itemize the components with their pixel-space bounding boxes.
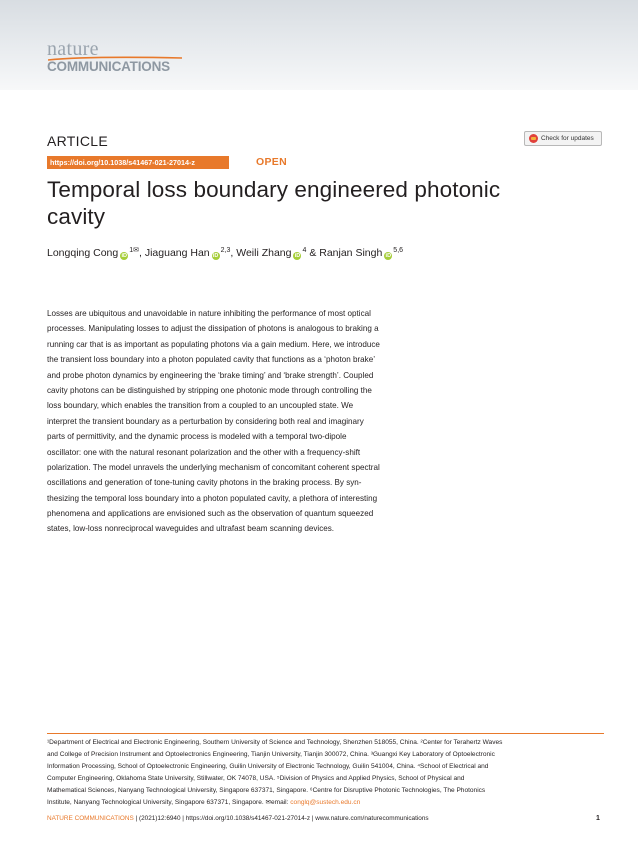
abstract-line: parts of permittivity, and the dynamic process is modeled with a temporal two-dipole xyxy=(47,432,347,442)
abstract-line: phenomena and applications are envisioned such as the observation of quantum squeezed xyxy=(47,509,374,519)
title-line: Temporal loss boundary engineered photonic xyxy=(47,177,501,202)
doi-link[interactable]: https://doi.org/10.1038/s41467-021-27014-z xyxy=(47,156,229,169)
article-type-label: ARTICLE xyxy=(47,133,108,149)
check-updates-button[interactable] xyxy=(524,131,602,146)
abstract xyxy=(47,306,447,537)
orcid-icon[interactable]: iD xyxy=(385,253,392,259)
journal-logo-communications[interactable]: COMMUNICATIONS xyxy=(47,59,170,74)
footnote-line: Information Processing, School of Optoelectronic Engineering, Guilin University of Electronic Technology, Guilin 541004, China. ⁴School of Electrical and xyxy=(47,763,489,771)
abstract-line: and probe photon dynamics by engineering the ‘brake timing’ and ‘brake strength’. Coupled xyxy=(47,370,374,380)
orcid-icon[interactable]: iD xyxy=(212,253,219,259)
footnote-line-last xyxy=(47,797,607,809)
footnote-line: ¹Department of Electrical and Electronic Engineering, Southern University of Science and Technology, Shenzhen 518055, China. ²Center for Terahertz Waves xyxy=(47,739,503,746)
author-name[interactable]: Longqing Cong xyxy=(47,247,119,259)
check-updates-label: Check for updates xyxy=(541,135,594,142)
orcid-icon[interactable]: iD xyxy=(294,253,301,259)
author-separator: , xyxy=(230,247,234,259)
abstract-line: running car that is as important as populating photons via a gain medium. Here, we introduce xyxy=(47,339,380,349)
footnote-line: Computer Engineering, Oklahoma State University, Stillwater, OK 74078, USA. ⁵Division of Physics and Applied Physics, School of Physical and xyxy=(47,775,465,783)
footnote-line: and College of Precision Instrument and Optoelectronics Engineering, Tianjin University, Tianjin 300072, China. ³Guangxi Key Laboratory of Optoelectronic xyxy=(47,751,495,759)
page-footer xyxy=(47,815,429,822)
footer-citation: | (2021)12:6940 | https://doi.org/10.1038/s41467-021-27014-z | www.nature.com/naturecommunications xyxy=(133,815,429,822)
abstract-line: thesizing the temporal loss boundary into a photon populated cavity, a plethora of interesting xyxy=(47,493,378,503)
paper-title xyxy=(47,176,587,230)
page-number: 1 xyxy=(596,815,600,822)
author-separator: & xyxy=(309,247,317,259)
crossmark-icon xyxy=(529,134,538,143)
footnote-divider xyxy=(47,733,604,734)
affiliation-footnotes xyxy=(47,737,607,810)
author-affiliation: 5,6 xyxy=(393,247,404,254)
author-name[interactable]: Weili Zhang xyxy=(236,247,292,259)
author-name[interactable]: Ranjan Singh xyxy=(319,247,383,259)
author-affiliation: 1✉ xyxy=(129,247,139,254)
author-affiliation: 2,3 xyxy=(220,247,231,254)
author-list xyxy=(47,246,403,260)
author-affiliation: 4 xyxy=(302,247,307,254)
author-separator: , xyxy=(139,247,142,259)
footnote-text: Institute, Nanyang Technological University, Singapore 637371, Singapore. ✉email: xyxy=(47,799,289,807)
abstract-line: polarization. The model unravels the underlying mechanism of concomitant coherent spectral xyxy=(47,462,380,472)
abstract-line: states, low-loss nonreciprocal waveguides and ultrafast beam scanning devices. xyxy=(47,524,335,534)
title-line: cavity xyxy=(47,204,106,229)
open-access-badge: OPEN xyxy=(256,156,287,168)
abstract-line: interpret the transient boundary as a perturbation by considering both real and imaginary xyxy=(47,416,364,426)
abstract-line: cavity photons can be distinguished by stripping one photonic mode through controlling the xyxy=(47,385,372,395)
orcid-icon[interactable]: iD xyxy=(121,253,127,259)
abstract-line: oscillations and generation of tone-tuning cavity photons in the braking process. By syn- xyxy=(47,478,362,488)
abstract-line: loss boundary, which enables the transition from a coupled to an uncoupled state. We xyxy=(47,401,354,411)
abstract-line: the transient loss boundary into a photon populated cavity that functions as a ‘photon brake’ xyxy=(47,355,376,365)
author-name[interactable]: Jiaguang Han xyxy=(144,247,210,259)
abstract-line: Losses are ubiquitous and unavoidable in nature inhibiting the performance of most optical xyxy=(47,309,371,318)
abstract-line: processes. Manipulating losses to adjust the dissipation of photons is analogous to braking a xyxy=(47,324,379,334)
journal-logo-nature[interactable]: nature xyxy=(47,38,99,60)
abstract-line: oscillator: one with the natural resonant polarization and the other with a frequency-shift xyxy=(47,447,361,457)
footnote-line: Mathematical Sciences, Nanyang Technological University, Singapore 637371, Singapore. ⁶Centre for Disruptive Photonic Technologies, The Photonics xyxy=(47,787,486,795)
email-link[interactable]: conglq@sustech.edu.cn xyxy=(290,799,361,807)
footer-journal[interactable]: NATURE COMMUNICATIONS xyxy=(47,815,134,822)
